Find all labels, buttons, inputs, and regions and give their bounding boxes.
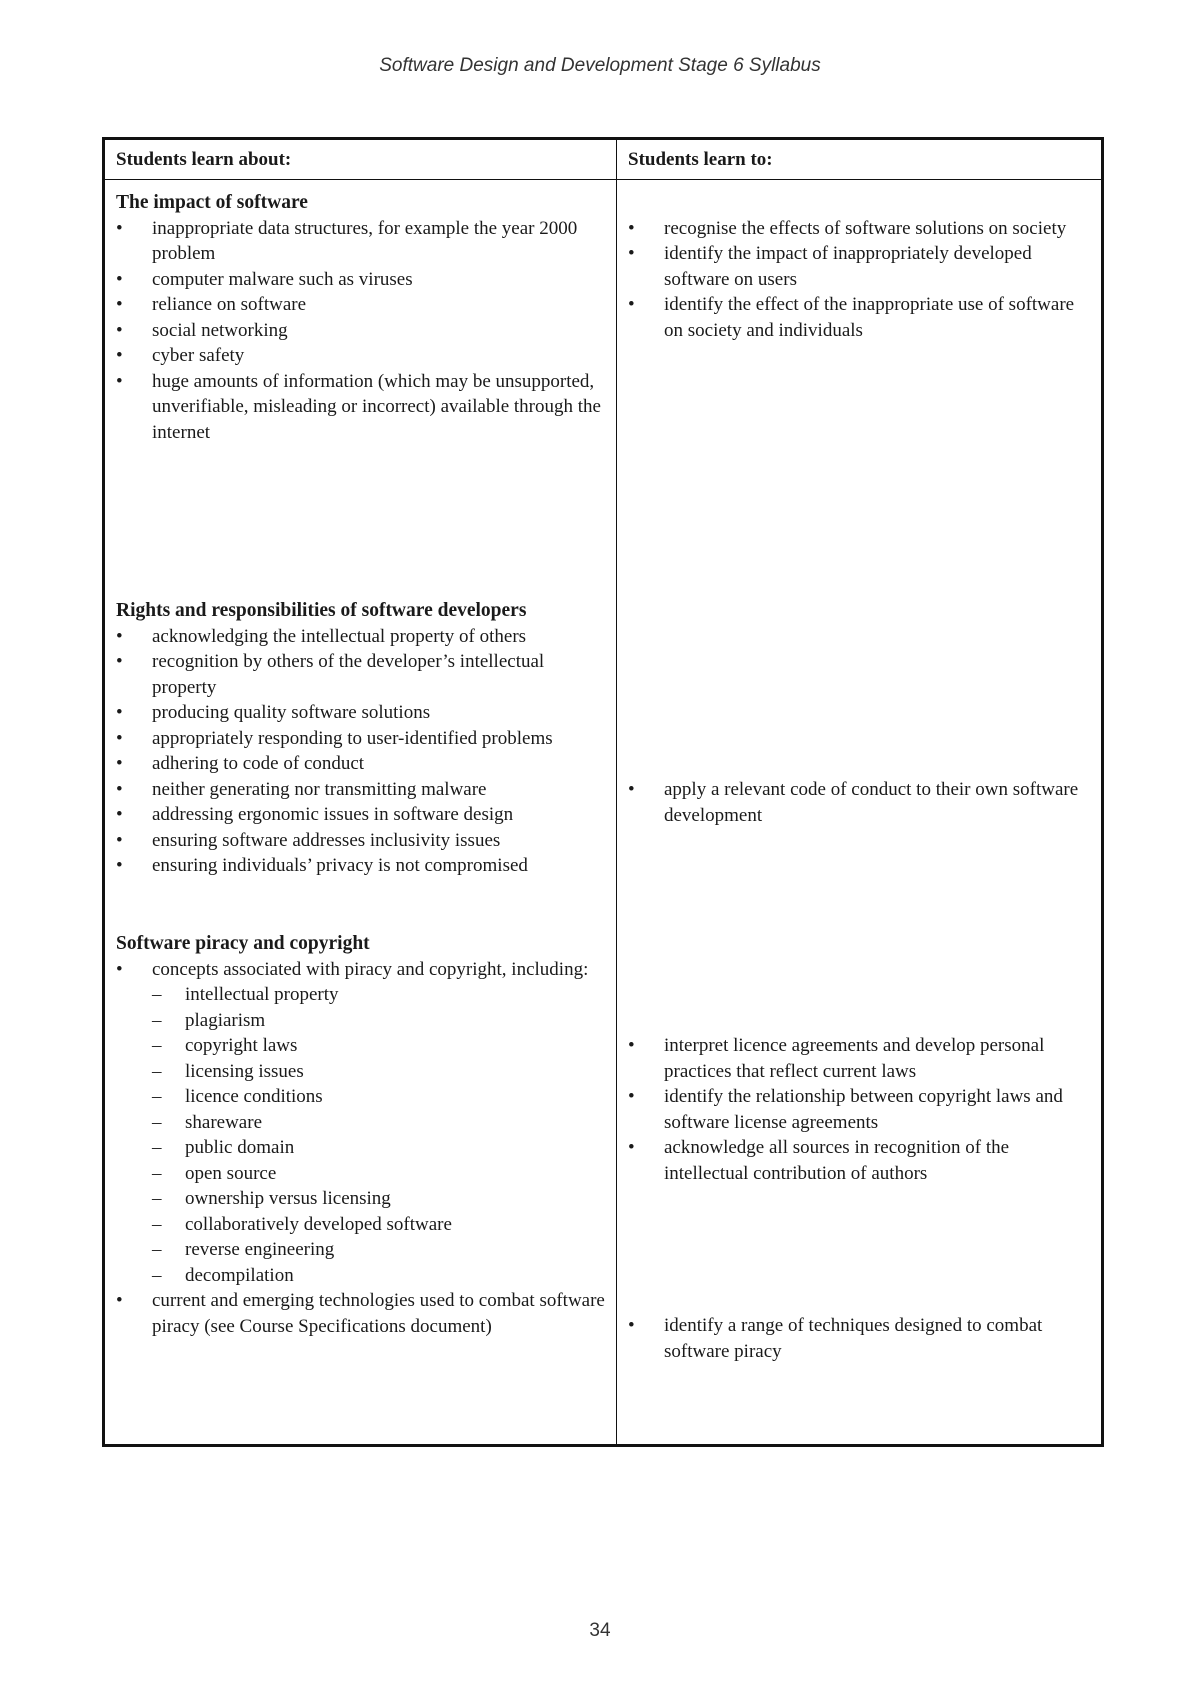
list-item: • apply a relevant code of conduct to their own software development xyxy=(628,777,1090,828)
piracy-techniques-right xyxy=(628,1313,1090,1364)
learn-to-cell xyxy=(617,180,1103,1446)
sub-list-item: – licence conditions xyxy=(116,1084,605,1110)
page-number: 34 xyxy=(589,1620,611,1641)
sub-list-item: – public domain xyxy=(116,1135,605,1161)
sub-list-item: – reverse engineering xyxy=(116,1237,605,1263)
sub-list-item: – collaboratively developed software xyxy=(116,1212,605,1238)
sub-list-item: – plagiarism xyxy=(116,1008,605,1034)
list-item: • recognise the effects of software solutions on society xyxy=(628,216,1090,242)
column-header-learn-about: Students learn about: xyxy=(104,139,617,180)
piracy-section-right xyxy=(628,1033,1090,1186)
table-body-row xyxy=(104,180,1103,1446)
rights-learn-to-list xyxy=(628,777,1090,828)
list-item: • ensuring software addresses inclusivity issues xyxy=(116,828,605,854)
list-item: • inappropriate data structures, for example the year 2000 problem xyxy=(116,216,605,267)
list-item: • identify a range of techniques designed to combat software piracy xyxy=(628,1313,1090,1364)
list-item: • huge amounts of information (which may be unsupported, unverifiable, misleading or incorrect) available through the internet xyxy=(116,369,605,446)
impact-section-right xyxy=(628,216,1090,344)
sub-list-item: – ownership versus licensing xyxy=(116,1186,605,1212)
sub-list-item: – intellectual property xyxy=(116,982,605,1008)
column-header-learn-to: Students learn to: xyxy=(617,139,1103,180)
impact-learn-to-list xyxy=(628,216,1090,344)
piracy-technologies-list xyxy=(116,1288,605,1339)
list-item: • neither generating nor transmitting malware xyxy=(116,777,605,803)
list-item: • identify the relationship between copyright laws and software license agreements xyxy=(628,1084,1090,1135)
concepts-intro: concepts associated with piracy and copyright, including: xyxy=(152,958,589,980)
sub-list-item: – decompilation xyxy=(116,1263,605,1289)
rights-section-left xyxy=(116,598,605,879)
list-item: • producing quality software solutions xyxy=(116,700,605,726)
piracy-learn-about-list xyxy=(116,957,605,983)
list-item: • acknowledge all sources in recognition of the intellectual contribution of authors xyxy=(628,1135,1090,1186)
rights-section-right xyxy=(628,777,1090,828)
list-item: • reliance on software xyxy=(116,292,605,318)
list-item: • computer malware such as viruses xyxy=(116,267,605,293)
list-item: • current and emerging technologies used to combat software piracy (see Course Specifications document) xyxy=(116,1288,605,1339)
list-item: • identify the effect of the inappropriate use of software on society and individuals xyxy=(628,292,1090,343)
sub-list-item: – shareware xyxy=(116,1110,605,1136)
list-item: • ensuring individuals’ privacy is not compromised xyxy=(116,853,605,879)
piracy-learn-to-list xyxy=(628,1033,1090,1186)
list-item: • adhering to code of conduct xyxy=(116,751,605,777)
list-item xyxy=(116,957,605,983)
section-heading-rights: Rights and responsibilities of software developers xyxy=(116,600,527,621)
learn-about-cell xyxy=(104,180,617,1446)
impact-learn-about-list xyxy=(116,216,605,446)
section-heading-impact: The impact of software xyxy=(116,192,308,213)
list-item: • appropriately responding to user-identified problems xyxy=(116,726,605,752)
piracy-techniques-list xyxy=(628,1313,1090,1364)
list-item: • interpret licence agreements and develop personal practices that reflect current laws xyxy=(628,1033,1090,1084)
piracy-section-left xyxy=(116,931,605,1339)
list-item: • recognition by others of the developer’s intellectual property xyxy=(116,649,605,700)
piracy-concepts-list xyxy=(116,982,605,1288)
impact-section-left xyxy=(116,190,605,445)
sub-list-item: – open source xyxy=(116,1161,605,1187)
running-header: Software Design and Development Stage 6 Syllabus xyxy=(379,55,821,76)
list-item: • acknowledging the intellectual property of others xyxy=(116,624,605,650)
table-header-row xyxy=(104,139,1103,180)
list-item: • social networking xyxy=(116,318,605,344)
list-item: • identify the impact of inappropriately developed software on users xyxy=(628,241,1090,292)
sub-list-item: – licensing issues xyxy=(116,1059,605,1085)
sub-list-item: – copyright laws xyxy=(116,1033,605,1059)
list-item: • addressing ergonomic issues in software design xyxy=(116,802,605,828)
list-item: • cyber safety xyxy=(116,343,605,369)
rights-learn-about-list xyxy=(116,624,605,879)
section-heading-piracy: Software piracy and copyright xyxy=(116,933,370,954)
syllabus-table xyxy=(102,137,1104,1447)
